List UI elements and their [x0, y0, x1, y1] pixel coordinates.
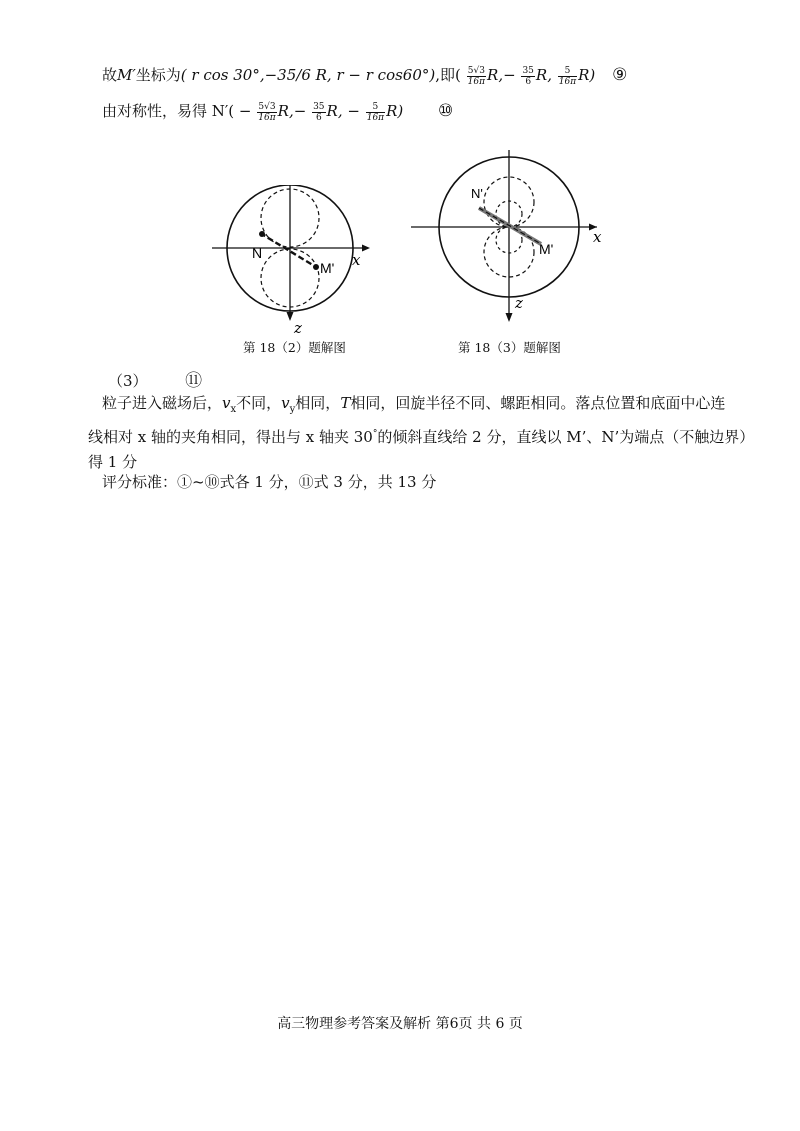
vy-subscript: y — [289, 404, 296, 415]
text-r: R) — [386, 102, 404, 120]
paragraph-line-1 — [102, 391, 782, 422]
paragraph-line-2 — [88, 422, 782, 450]
explanation-paragraph — [88, 391, 782, 475]
fraction — [366, 102, 385, 123]
denominator: 6 — [315, 112, 322, 123]
label-x: x — [593, 228, 602, 246]
numerator: 5√3 — [258, 101, 276, 112]
fraction — [467, 66, 486, 87]
vx-subscript: x — [230, 404, 237, 415]
coords-expression: ( r cos 30°,−35/6 R, r − r cos60°) — [180, 66, 436, 84]
z-axis-arrow — [506, 313, 513, 322]
text-prefix: 故 — [102, 66, 118, 84]
vx-symbol: v — [222, 394, 231, 412]
figure-18-3 — [405, 150, 615, 330]
label-z: z — [294, 319, 302, 335]
coordinate-line-n — [102, 100, 453, 123]
text: 粒子进入磁场后， — [102, 394, 223, 412]
equation-mark-11: ⑪ — [185, 371, 203, 391]
point-m — [313, 264, 319, 270]
text-r: R,− — [277, 102, 307, 120]
text-r: R, − — [326, 102, 360, 120]
numerator: 35 — [313, 101, 325, 112]
label-x: x — [352, 251, 361, 269]
label-m: M' — [320, 260, 335, 276]
part-number: （3） — [108, 372, 148, 390]
degree-sign: ° — [372, 429, 378, 439]
numerator: 5√3 — [467, 65, 485, 76]
caption-right: 第 18（3）题解图 — [458, 340, 561, 355]
scoring-standard: 评分标准：①~⑩式各 1 分，⑪式 3 分，共 13 分 — [102, 473, 437, 491]
text-then: ,即( — [435, 66, 461, 84]
equation-mark-9: ⑨ — [612, 65, 628, 85]
text-r: R,− — [487, 66, 516, 84]
numerator: 5 — [558, 66, 577, 77]
text-r: R, — [535, 66, 552, 84]
denominator: 16π — [558, 76, 577, 87]
text: 相同，回旋半径不同、螺距相同。落点位置和底面中心连 — [350, 394, 726, 412]
nm-dashed-line — [260, 233, 316, 267]
part-3-label — [108, 366, 202, 391]
label-n: N — [252, 245, 263, 261]
figure-18-2 — [200, 185, 380, 335]
text-r: R) — [578, 66, 596, 84]
vy-symbol: v — [281, 394, 290, 412]
denominator: 16π — [366, 112, 385, 123]
denominator: 16π — [467, 76, 486, 87]
page-footer: 高三物理参考答案及解析 第6页 共 6 页 — [277, 1016, 523, 1032]
text: 线相对 x 轴的夹角相同，得出与 x 轴夹 30 — [88, 428, 373, 446]
fraction — [312, 102, 325, 123]
paragraph-line-3: 得 1 分 — [88, 453, 138, 471]
x-axis-arrow — [362, 245, 370, 252]
text: 不同， — [236, 394, 282, 412]
numerator: 5 — [366, 102, 385, 113]
fraction — [521, 66, 534, 87]
coordinate-line-m — [102, 64, 627, 87]
equation-mark-10: ⑩ — [438, 101, 454, 121]
text: 的倾斜直线给 2 分，直线以 M’、N’为端点（不触边界） — [377, 428, 755, 446]
fraction — [257, 102, 276, 123]
point-n — [259, 231, 265, 237]
caption-left: 第 18（2）题解图 — [243, 340, 346, 355]
denominator: 16π — [258, 112, 276, 123]
period-symbol: T — [340, 394, 351, 412]
label-m: M' — [539, 241, 554, 257]
denominator: 6 — [525, 76, 532, 87]
fraction — [558, 66, 577, 87]
label-z: z — [515, 294, 523, 312]
text: 相同， — [295, 394, 341, 412]
m-prime-symbol: M′ — [117, 66, 136, 84]
z-axis-arrow — [287, 312, 294, 321]
numerator: 35 — [522, 65, 534, 76]
text-label: 坐标为 — [135, 66, 181, 84]
text-prefix: 由对称性，易得 N′( − — [102, 102, 252, 120]
label-n: N' — [471, 186, 483, 201]
